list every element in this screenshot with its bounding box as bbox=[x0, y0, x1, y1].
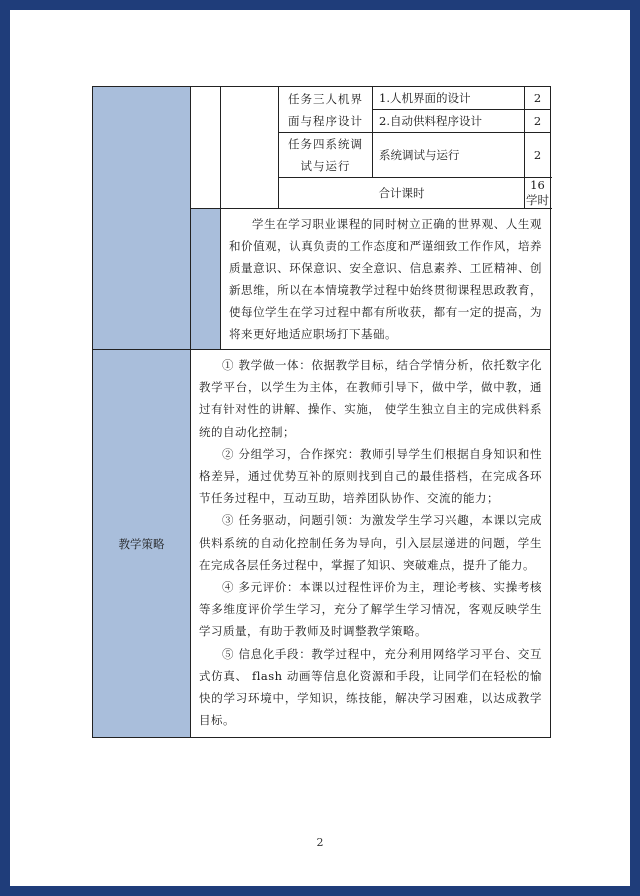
strategy-row bbox=[93, 350, 551, 738]
strategy-item: ④ 多元评价：本课以过程性评价为主，理论考核、实操考核等多维度评价学生学习，充分了解学生学习情况，客观反映学生学习质量，有助于教师及时调整教学策略。 bbox=[199, 580, 542, 639]
blank-cell bbox=[221, 87, 279, 209]
strategy-item: ① 教学做一体：依据教学目标，结合学情分析，依托数字化教学平台，以学生为主体，在教师引导下，做中学，做中教，通过有针对性的讲解、操作、实施， 使学生独立自主的完成供料系统的自动化控制； bbox=[199, 358, 542, 439]
course-table bbox=[92, 86, 551, 738]
total-hours-label: 合计课时 bbox=[279, 178, 525, 209]
task-name-line: 任务四系统调 bbox=[288, 137, 363, 151]
strategy-label: 教学策略 bbox=[93, 350, 191, 738]
hours-cell: 2 bbox=[525, 133, 551, 178]
strategy-item: ⑤ 信息化手段：教学过程中，充分利用网络学习平台、交互式仿真、 flash 动画等信息化资源和手段，让同学们在轻松的愉快的学习环境中，学知识，练技能，解决学习困难，以达成教学目标。 bbox=[199, 646, 542, 728]
strategy-item: ② 分组学习，合作探究：教师引导学生们根据自身知识和性格差异，通过优势互补的原则找到自己的最佳搭档，在完成各环节任务过程中，互动互助，培养团队协作、交流的能力； bbox=[199, 446, 542, 506]
task-content-cell: 2.自动供料程序设计 bbox=[373, 110, 525, 133]
blank-cell bbox=[191, 87, 221, 209]
ideology-label-cell bbox=[191, 209, 221, 350]
task-name-line: 试与运行 bbox=[300, 159, 351, 173]
hours-cell: 2 bbox=[525, 87, 551, 110]
table-row bbox=[93, 87, 551, 110]
ideology-paragraph: 学生在学习职业课程的同时树立正确的世界观、人生观和价值观，认真负责的工作态度和严谨细致工作作风，培养质量意识、环保意识、安全意识、信息素养、工匠精神、创新思维，所以在本情境教学过程中始终贯彻课程思政教育，使每位学生在学习过程中都有所收获，都有一定的提高，为将来更好地适应职场打下基础。 bbox=[229, 217, 542, 341]
page-number: 2 bbox=[316, 836, 324, 849]
task-name-line: 面与程序设计 bbox=[288, 113, 363, 128]
section-label-cell bbox=[93, 87, 191, 350]
ideology-cell bbox=[221, 209, 551, 350]
task-name-cell bbox=[279, 133, 373, 178]
strategy-item: ③ 任务驱动，问题引领：为激发学生学习兴趣，本课以完成供料系统的自动化控制任务为导向，引入层层递进的问题，学生在完成各层任务过程中，掌握了知识、突破难点，提升了能力。 bbox=[199, 513, 542, 572]
total-hours-value: 16学时 bbox=[526, 178, 549, 207]
hours-cell: 2 bbox=[525, 110, 551, 133]
strategy-cell bbox=[191, 350, 551, 738]
task-name-cell bbox=[279, 87, 373, 133]
task-content-cell: 1.人机界面的设计 bbox=[373, 87, 525, 110]
task-name-line: 任务三人机界 bbox=[288, 91, 363, 106]
task-content-cell: 系统调试与运行 bbox=[373, 133, 525, 178]
